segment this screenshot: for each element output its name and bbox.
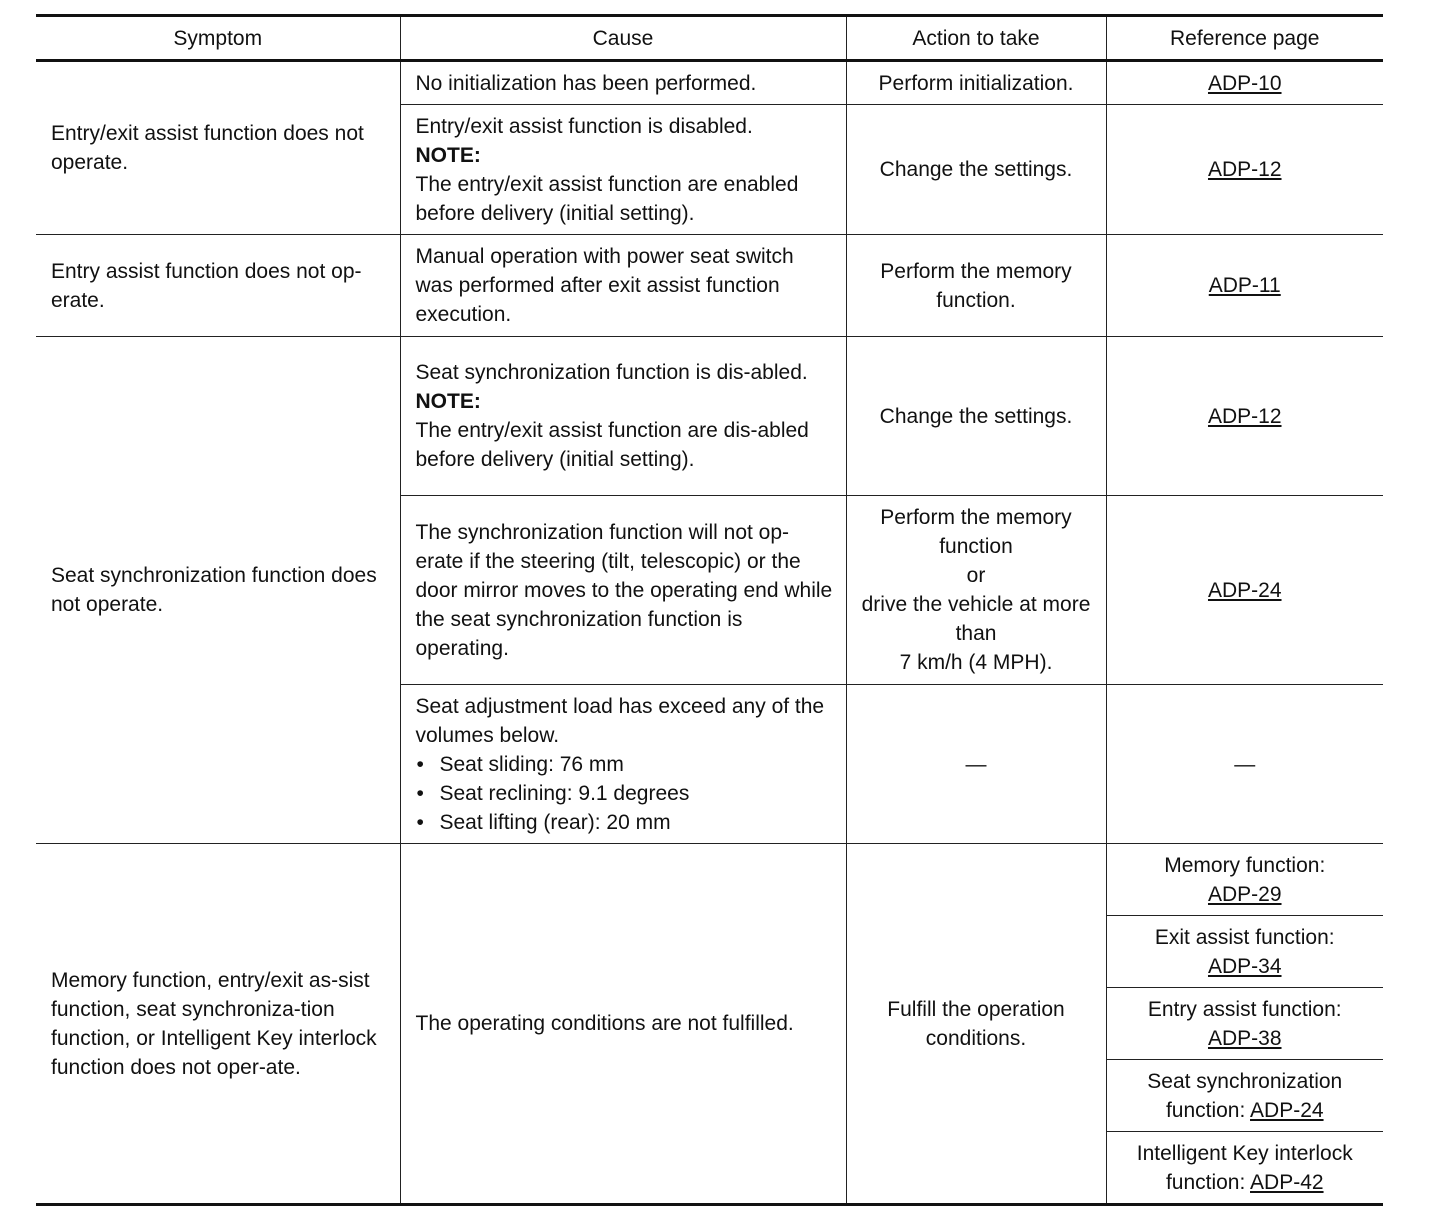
list-item: • Seat lifting (rear): 20 mm (416, 808, 836, 837)
header-cause: Cause (400, 16, 846, 61)
header-reference: Reference page (1106, 16, 1383, 61)
table-row (36, 61, 1383, 105)
note-text: The entry/exit assist function are enabled before delivery (initial setting). (415, 172, 799, 225)
action-line: Perform the memory function (880, 506, 1072, 558)
cause-cell (400, 685, 846, 844)
reference-cell (1106, 61, 1383, 105)
reference-cell (1106, 916, 1383, 988)
table-header-row (36, 16, 1383, 61)
cause-text: Seat adjustment load has exceed any of the volumes below. (415, 694, 825, 747)
note-text: The entry/exit assist function are dis-abled before delivery (initial setting). (415, 419, 809, 471)
action-cell: — (846, 685, 1106, 844)
list-item: • Seat reclining: 9.1 degrees (416, 779, 836, 808)
action-line: 7 km/h (4 MPH). (899, 651, 1053, 674)
reference-cell (1106, 105, 1383, 235)
action-cell: Perform the memory function. (846, 235, 1106, 337)
action-line: drive the vehicle at more than (861, 593, 1091, 645)
cause-text: Seat synchronization function is dis-abled. (415, 361, 808, 384)
header-action: Action to take (846, 16, 1106, 61)
cause-cell: The operating conditions are not fulfilled. (400, 844, 846, 1205)
reference-link[interactable]: ADP-11 (1208, 274, 1281, 297)
reference-label: Memory function: (1164, 853, 1326, 877)
note-label: NOTE: (415, 390, 481, 413)
reference-link[interactable]: ADP-12 (1207, 158, 1282, 181)
volume-list (416, 750, 836, 837)
reference-cell (1106, 988, 1383, 1060)
reference-label: Intelligent Key interlock function: (1136, 1141, 1353, 1194)
action-cell: Perform initialization. (846, 61, 1106, 105)
diagnosis-table (36, 14, 1383, 1206)
reference-link[interactable]: ADP-29 (1207, 882, 1282, 906)
reference-cell (1106, 1132, 1383, 1205)
reference-cell (1106, 496, 1383, 685)
table-row (36, 844, 1383, 916)
table-row (36, 235, 1383, 337)
cause-cell: The synchronization function will not op-erate if the steering (tilt, telescopic) or the door mirror moves to the operating end while the seat synchronization function is operating. (400, 496, 846, 685)
symptom-cell: Entry assist function does not op-erate. (36, 235, 400, 337)
note-label: NOTE: (415, 143, 481, 167)
action-line: or (966, 564, 986, 587)
reference-link[interactable]: ADP-10 (1207, 71, 1282, 95)
cause-cell: No initialization has been performed. (400, 61, 846, 105)
symptom-cell: Memory function, entry/exit as-sist function, seat synchroniza-tion function, or Intelligent Key interlock function does not oper-ate. (36, 844, 400, 1205)
reference-link[interactable]: ADP-24 (1250, 1098, 1324, 1122)
reference-link[interactable]: ADP-12 (1207, 404, 1282, 428)
reference-label: Exit assist function: (1154, 925, 1335, 949)
reference-label: Entry assist function: (1147, 997, 1342, 1021)
reference-cell (1106, 235, 1383, 337)
reference-cell: — (1106, 685, 1383, 844)
reference-link[interactable]: ADP-34 (1207, 954, 1282, 978)
reference-cell (1106, 844, 1383, 916)
action-cell: Fulfill the operation conditions. (846, 844, 1106, 1205)
symptom-cell: Seat synchronization function does not operate. (36, 337, 400, 844)
reference-link[interactable]: ADP-38 (1207, 1026, 1282, 1050)
header-symptom: Symptom (36, 16, 400, 61)
cause-cell (400, 105, 846, 235)
symptom-cell: Entry/exit assist function does not operate. (36, 61, 400, 235)
reference-cell (1106, 1060, 1383, 1132)
action-cell: Change the settings. (846, 337, 1106, 496)
cause-text: Entry/exit assist function is disabled. (415, 114, 753, 138)
reference-label: Seat synchronization function: (1147, 1069, 1343, 1122)
cause-cell: Manual operation with power seat switch was performed after exit assist function execution. (400, 235, 846, 337)
reference-link[interactable]: ADP-24 (1207, 578, 1282, 602)
list-item: • Seat sliding: 76 mm (416, 750, 836, 779)
cause-cell (400, 337, 846, 496)
reference-cell (1106, 337, 1383, 496)
reference-link[interactable]: ADP-42 (1250, 1170, 1324, 1194)
action-cell (846, 496, 1106, 685)
action-cell: Change the settings. (846, 105, 1106, 235)
table-row (36, 337, 1383, 496)
